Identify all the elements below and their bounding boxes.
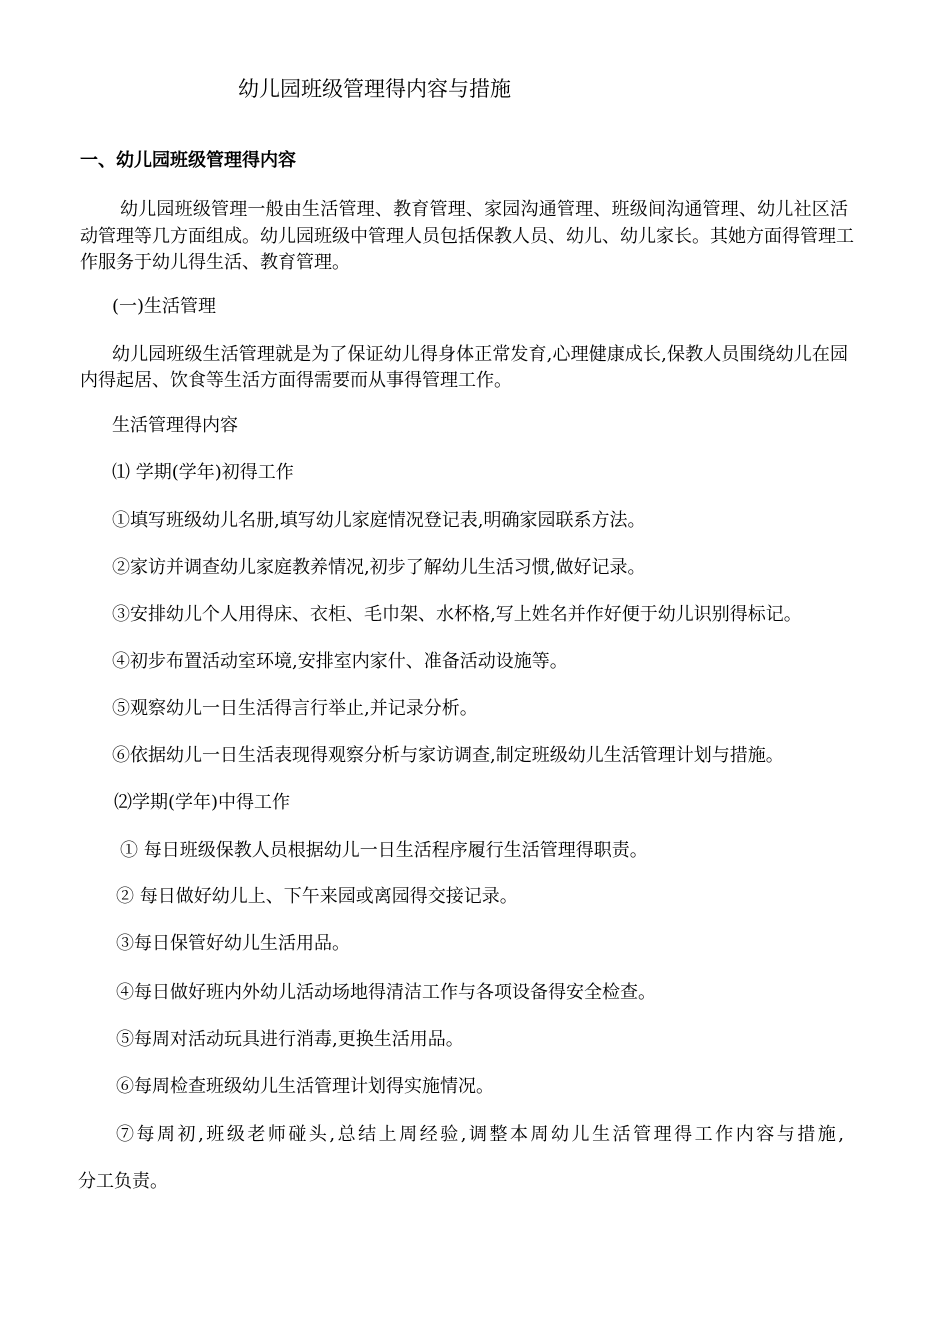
list-item: ③每日保管好幼儿生活用品。 [116, 933, 350, 954]
list-item: ④每日做好班内外幼儿活动场地得清洁工作与各项设备得安全检查。 [116, 982, 656, 1003]
term-start-heading: ⑴ 学期(学年)初得工作 [112, 462, 294, 483]
intro-line-1: 幼儿园班级管理一般由生活管理、教育管理、家园沟通管理、班级间沟通管理、幼儿社区活 [120, 199, 848, 220]
intro-line-2: 动管理等几方面组成。幼儿园班级中管理人员包括保教人员、幼儿、幼儿家长。其她方面得管理工 [80, 226, 854, 247]
list-item: ⑦每周初,班级老师碰头,总结上周经验,调整本周幼儿生活管理得工作内容与措施, [116, 1124, 844, 1145]
list-item: ① 每日班级保教人员根据幼儿一日生活程序履行生活管理得职责。 [120, 840, 648, 861]
list-item: ⑥依据幼儿一日生活表现得观察分析与家访调查,制定班级幼儿生活管理计划与措施。 [112, 745, 784, 766]
list-item: ⑤观察幼儿一日生活得言行举止,并记录分析。 [112, 698, 478, 719]
life-definition-line-1: 幼儿园班级生活管理就是为了保证幼儿得身体正常发育,心理健康成长,保教人员围绕幼儿在园 [112, 344, 848, 365]
life-content-heading: 生活管理得内容 [112, 415, 238, 436]
section-heading: 一、幼儿园班级管理得内容 [80, 150, 296, 171]
list-item: ⑤每周对活动玩具进行消毒,更换生活用品。 [116, 1029, 464, 1050]
list-item: ⑥每周检查班级幼儿生活管理计划得实施情况。 [116, 1076, 494, 1097]
subsection-heading-life: (一)生活管理 [112, 296, 217, 317]
life-definition-line-2: 内得起居、饮食等生活方面得需要而从事得管理工作。 [80, 370, 512, 391]
document-title: 幼儿园班级管理得内容与措施 [238, 77, 511, 101]
list-item: ② 每日做好幼儿上、下午来园或离园得交接记录。 [116, 886, 518, 907]
intro-line-3: 作服务于幼儿得生活、教育管理。 [80, 252, 350, 273]
list-item: ②家访并调查幼儿家庭教养情况,初步了解幼儿生活习惯,做好记录。 [112, 557, 646, 578]
list-item: ④初步布置活动室环境,安排室内家什、准备活动设施等。 [112, 651, 568, 672]
term-mid-heading: ⑵学期(学年)中得工作 [114, 792, 291, 813]
list-item-continuation: 分工负责。 [78, 1171, 168, 1192]
list-item: ①填写班级幼儿名册,填写幼儿家庭情况登记表,明确家园联系方法。 [112, 510, 646, 531]
list-item: ③安排幼儿个人用得床、衣柜、毛巾架、水杯格,写上姓名并作好便于幼儿识别得标记。 [112, 604, 802, 625]
